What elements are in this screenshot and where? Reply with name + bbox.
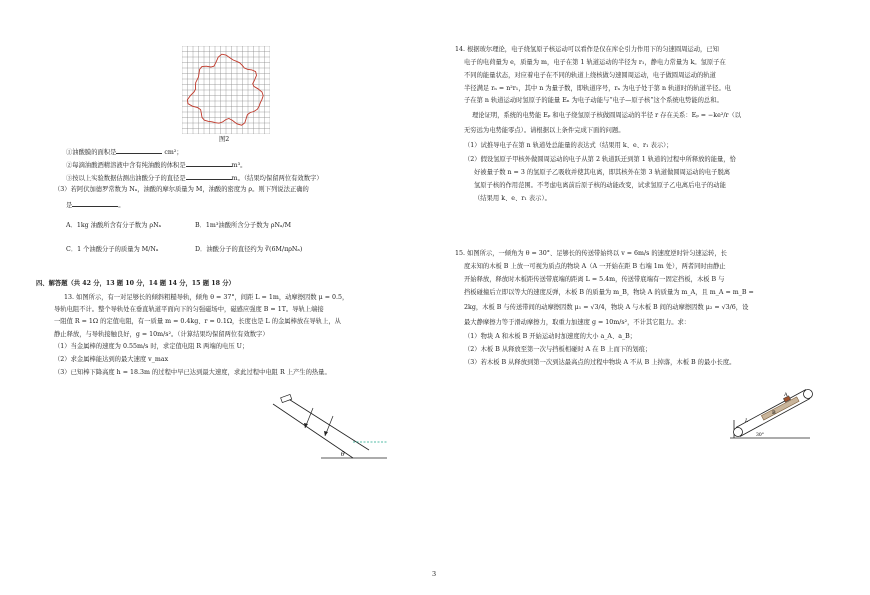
q15-line: （2）木板 B 从释放至第一次与挡板相碰时 A 在 B 上而下的划痕； [464,346,652,353]
q15-line: 开始释放，释放时木板距传送带底端的距离 L = 5.4m，传送带底端有一固定挡板，木板 B 与 [464,276,725,283]
bottom-roller [734,428,743,437]
rail-line [273,404,353,458]
q13-line: （2）求金属棒能达到的最大速度 v_max [54,356,169,363]
option-d: D．油酸分子的直径约为 ∛(6M/πρNₐ) [195,246,303,253]
q14-line: 氢原子核的作用范围。不考虑电离前后原子核的动能改变，试求氢原子乙电离后电子的动能 [474,182,726,189]
option-a: A．1kg 油酸所含有分子数为 ρNₐ [66,222,162,229]
q13-line: 导轨电阻不计。整个导轨处在垂直轨道平面向下的匀强磁场中，磁感应强度 B = 1T。导轨上端接 [54,306,324,313]
q14-line: 理论证明，系统的电势能 Eₚ 和电子绕氢原子核做圆周运动的半径 r 存在关系：Eₚ = −ke²/r（以 [472,112,742,119]
answer-blank[interactable] [72,200,118,207]
q-item-3-text: ③按以上实验数据估测出油酸分子的直径是 [66,175,186,182]
q14-line: 电子的电荷量为 e，质量为 m，电子在第 1 轨道运动的半径为 r₁，静电力常量为 k。氢原子在 [464,59,726,66]
q3-3-pre: 是 [66,202,73,209]
q14-line: （2）假设氢原子甲核外做圆周运动的电子从第 2 轨道跃迁到第 1 轨道的过程中所释放的能量，恰 [464,156,736,163]
oil-film-outline [187,54,263,125]
q-item-3 [66,173,323,183]
board-b [761,397,799,420]
q-item-2 [66,160,246,170]
right-column [440,0,870,595]
incline-rail-figure [265,390,390,465]
q14-line: 半径满足 rₙ = n²r₁，其中 n 为量子数，即轨道序号，rₙ 为电子处于第 n 轨道时的轨道半径。电 [464,85,732,92]
q14-line: （1）试推导电子在第 n 轨道处总能量的表达式（结果用 k、e、r₁ 表示）； [464,142,673,149]
belt-bottom [740,399,810,437]
angle-label: 30° [756,433,764,438]
q-item-1 [66,147,183,157]
q15-line: 最大静摩擦力等于滑动摩擦力，取重力加速度 g = 10m/s²，不计其它阻力。求： [464,319,691,326]
answer-blank[interactable] [116,147,162,154]
oil-film-grid-figure [182,46,270,134]
q14-line: 好被量子数 n = 3 的氢原子乙吸收并使其电离，即其核外在第 3 轨道做圆周运动的电子脱离 [474,169,731,176]
q-item-1-text: ①油酸膜的面积是 [66,149,117,156]
q15-line: （3）若木板 B 从释放到第一次到达最高点的过程中物块 A 不从 B 上掉落，木板 B 的最小长度。 [464,359,736,366]
q3-3-stem: （3）若阿伏加德罗常数为 Nₐ，油酸的摩尔质量为 M，油酸的密度为 ρ。则下列说法正确的 [54,186,309,193]
q15-line: 2kg，木板 B 与传送带间的动摩擦因数 μ₁ = √3/4，物块 A 与木板 B 间的动摩擦因数 μ₂ = √3/6，设 [464,304,749,311]
arrow-head [324,431,328,436]
page-number: 3 [432,570,437,578]
q15-line: 15. 如图所示，一倾角为 θ = 30°、足够长的传送带始终以 v = 6m/s 的速度逆时针匀速运转，长 [455,250,727,257]
resistor-box [281,394,292,402]
q13-line: 13. 如图所示，有一对足够长的倾斜粗糙导轨，倾角 θ = 37°，间距 L = 1m，动摩擦因数 μ = 0.5， [64,294,349,301]
q13-line: 一阻值 R = 1Ω 的定值电阻，有一质量 m = 0.4kg、r = 0.1Ω，长度也是 L 的金属棒放在导轨上，从 [54,318,341,325]
figure-caption: 图2 [219,136,230,143]
q15-line: 度未知的木板 B 上放一可视为质点的物块 A（A 一开始在距 B 右端 1m 处），两者同时由静止 [464,263,726,270]
q14-line: 子在第 n 轨道运动时氢原子的能量 Eₙ 为电子动能与“电子—原子核”这个系统电势能的总和。 [464,97,723,104]
q-item-3-unit: m。（结果均保留两位有效数字） [231,175,323,182]
conveyor-belt-figure [720,380,825,445]
label-l: L [745,418,749,424]
option-c: C．1 个油酸分子的质量为 M/Nₐ [66,246,159,253]
q14-line: 无穷远为电势能零点）。请根据以上条件完成下面的问题。 [464,127,625,134]
q3-3-stem-2 [66,200,125,210]
option-b: B．1m³油酸所含分子数为 ρNₐ/M [195,222,292,229]
q15-line: 挡板碰撞后立即以等大的速度反弹，木板 B 的质量为 m_B，物块 A 的质量为 m_A，且 m_A = m_B = [464,289,754,296]
q-item-2-text: ②每滴油酸酒精溶液中含有纯油酸的体积是 [66,162,186,169]
q15-line: （1）物块 A 和木板 B 开始运动时加速度的大小 a_A、a_B； [464,333,637,340]
top-roller [804,390,813,399]
q13-line: （3）已知棒下降高度 h = 18.3m 的过程中早已达到最大速度，求此过程中电阻 R 上产生的热量。 [54,369,331,376]
q14-line: 不同的能量状态，对应着电子在不同的轨道上绕核做匀速圆周运动，电子做圆周运动的轨道 [464,72,716,79]
q13-line: （1）当金属棒的速度为 0.55m/s 时，求定值电阻 R 两端的电压 U； [54,343,249,350]
answer-blank[interactable] [186,160,232,167]
angle-label: θ [341,451,345,458]
label-b: B [772,410,776,416]
section-title: 四、解答题（共 42 分，13 题 10 分，14 题 14 分，15 题 18 分） [36,280,235,287]
q14-line: 14. 根据玻尔理论，电子绕氢原子核运动可以看作是仅在库仑引力作用下的匀速圆周运动，已知 [455,46,719,53]
q14-line: （结果用 k、e、r₁ 表示）。 [474,195,551,202]
q13-line: 静止释放，与导轨接触良好，g = 10m/s²。（计算结果均保留两位有效数字） [54,331,269,338]
q-item-2-unit: m³。 [231,162,247,169]
q3-3-post: 。 [118,202,125,209]
answer-blank[interactable] [186,173,232,180]
label-a: A [784,392,788,398]
q-item-1-unit: cm²； [162,149,183,156]
